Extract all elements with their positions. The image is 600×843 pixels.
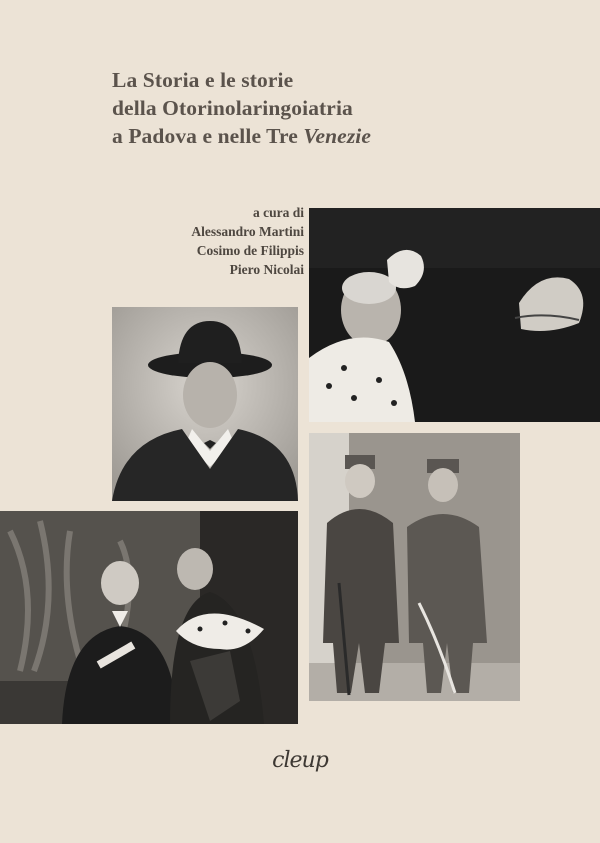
editors-label: a cura di	[252, 205, 304, 220]
title-line-3-text: a Padova e nelle Tre	[112, 124, 298, 148]
editor-name: Piero Nicolai	[229, 262, 304, 277]
book-title	[112, 66, 552, 150]
title-line-3	[112, 122, 552, 150]
photo-ceremony-painting	[0, 511, 298, 724]
photo-military-officers	[309, 433, 520, 701]
photo-portrait-hat	[112, 307, 298, 501]
title-line-1: La Storia e le storie	[112, 68, 294, 92]
title-line-2: della Otorinolaringoiatria	[112, 96, 353, 120]
editor-name: Alessandro Martini	[191, 224, 304, 239]
publisher-logo: cleup	[272, 748, 328, 773]
title-italic-word: Venezie	[303, 124, 372, 148]
editor-name: Cosimo de Filippis	[196, 243, 304, 258]
editors-block	[84, 203, 304, 279]
photo-ceremony-robes	[309, 208, 600, 422]
